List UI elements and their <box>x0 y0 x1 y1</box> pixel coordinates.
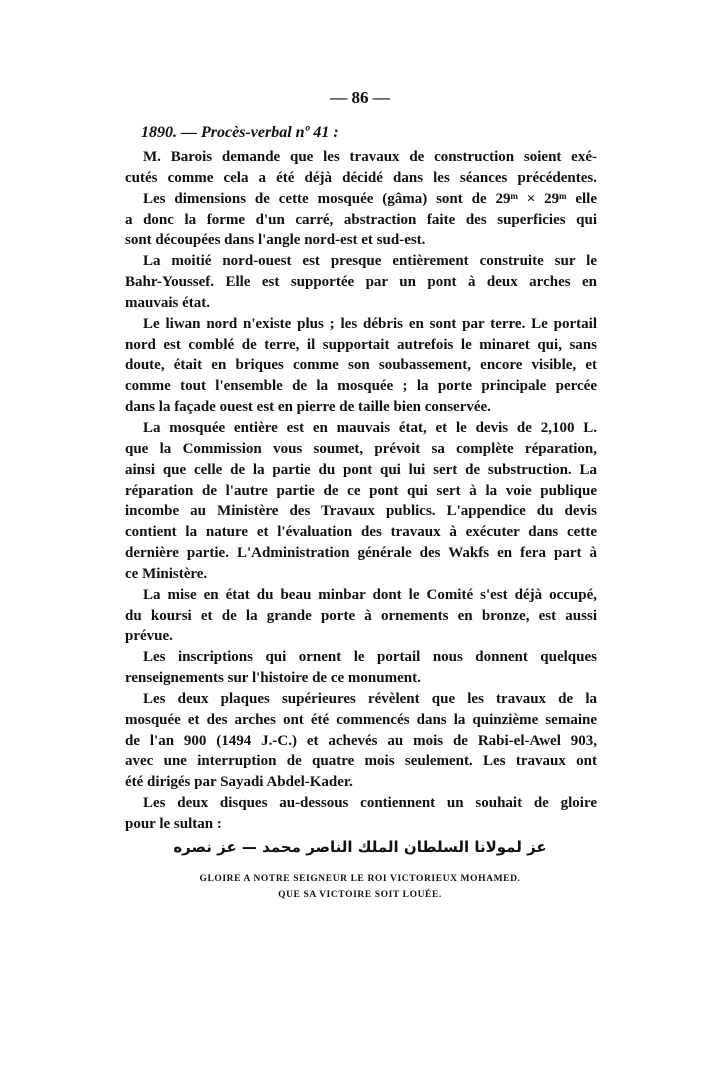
text-line: renseignements sur l'histoire de ce monument. <box>125 670 421 687</box>
text-line: mosquée et des arches ont été commencés dans la quinzième semaine <box>125 711 597 728</box>
text-line: été dirigés par Sayadi Abdel-Kader. <box>125 774 353 791</box>
section-heading: 1890. — Procès-verbal nº 41 : <box>141 124 339 141</box>
caption-line-2: QUE SA VICTOIRE SOIT LOUÉE. <box>278 890 442 900</box>
text-line: du koursi et de la grande porte à ornements en bronze, est aussi <box>125 607 597 624</box>
text-line: avec une interruption de quatre mois seulement. Les travaux ont <box>125 753 597 770</box>
text-line: comme tout l'ensemble de la mosquée ; la porte principale percée <box>125 378 597 395</box>
text-line: a donc la forme d'un carré, abstraction faite des superficies qui <box>125 211 597 228</box>
text-line: nord est comblé de terre, il supportait autrefois le minaret qui, sans <box>125 336 597 353</box>
body-text <box>125 147 597 835</box>
text-line: mauvais état. <box>125 294 210 311</box>
text-line: M. Barois demande que les travaux de construction soient exé- <box>143 149 597 165</box>
text-line: pour le sultan : <box>125 816 222 832</box>
text-line: Les dimensions de cette mosquée (gâma) sont de 29ᵐ × 29ᵐ elle <box>143 190 597 207</box>
text-line: sont découpées dans l'angle nord-est et sud-est. <box>125 232 426 249</box>
text-line: doute, était en briques comme son soubassement, encore visible, et <box>125 357 597 374</box>
page-number: — 86 — <box>330 88 390 107</box>
text-line: La mise en état du beau minbar dont le Comité s'est déjà occupé, <box>143 586 597 603</box>
text-line: que la Commission vous soumet, prévoit sa complète réparation, <box>125 440 597 457</box>
text-line: Bahr-Youssef. Elle est supportée par un pont à deux arches en <box>125 274 597 291</box>
text-line: contient la nature et l'évaluation des travaux à exécuter dans cette <box>125 524 597 541</box>
text-line: réparation de l'autre partie de ce pont qui sert à la voie publique <box>125 482 597 499</box>
text-line: Les deux disques au-dessous contiennent un souhait de gloire <box>143 795 597 812</box>
text-line: La mosquée entière est en mauvais état, et le devis de 2,100 L. <box>143 419 597 436</box>
text-line: cutés comme cela a été déjà décidé dans les séances précédentes. <box>125 169 597 186</box>
text-line: de l'an 900 (1494 J.-C.) et achevés au mois de Rabi-el-Awel 903, <box>125 732 597 749</box>
text-line: La moitié nord-ouest est presque entièrement construite sur le <box>143 253 597 270</box>
text-line: prévue. <box>125 628 173 645</box>
arabic-inscription: عز لمولانا السلطان الملك الناصر محمد — عز نصره <box>173 838 547 856</box>
text-line: ainsi que celle de la partie du pont qui lui sert de substruction. La <box>125 461 597 478</box>
text-line: Les deux plaques supérieures révèlent que les travaux de la <box>143 690 597 707</box>
text-line: dernière partie. L'Administration générale des Wakfs en fera part à <box>125 545 597 562</box>
text-line: Les inscriptions qui ornent le portail nous donnent quelques <box>143 649 597 666</box>
text-line: Le liwan nord n'existe plus ; les débris en sont par terre. Le portail <box>143 315 597 332</box>
text-line: ce Ministère. <box>125 565 208 582</box>
text-line: incombe au Ministère des Travaux publics. L'appendice du devis <box>125 503 597 520</box>
text-line: dans la façade ouest est en pierre de taille bien conservée. <box>125 399 491 416</box>
caption-line-1: GLOIRE A NOTRE SEIGNEUR LE ROI VICTORIEUX MOHAMED. <box>199 874 521 884</box>
